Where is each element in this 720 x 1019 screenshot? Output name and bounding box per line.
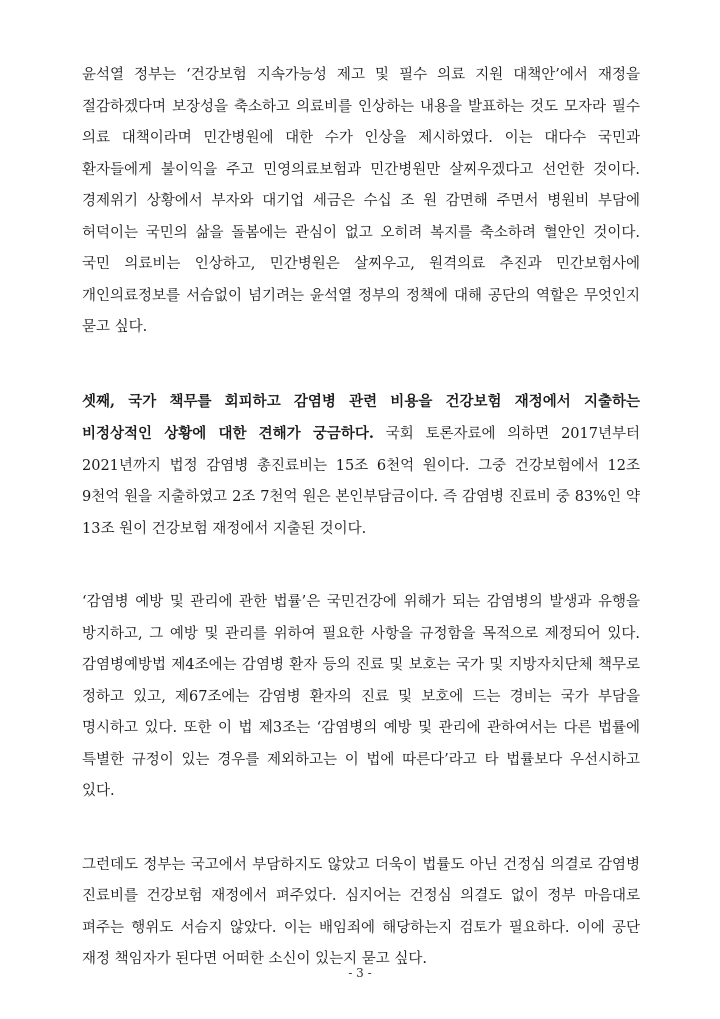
paragraph-4-text: 그런데도 정부는 국고에서 부담하지도 않았고 더욱이 법률도 아닌 건정심 의결로 감염병 진료비를 건강보험 재정에서 펴주었다. 심지어는 건정심 의결도 없이 정부 마음대로 펴주는 행위도 서슴지 않았다. 이는 배임죄에 해당하는지 검토가 필요하다. 이에 공단 재정 책임자가 된다면 어떠한 소신이 있는지 묻고 싶다.	[82, 856, 640, 967]
paragraph-2-heading: 셋째, 국가 책무를 회피하고 감염병 관련 비용을 건강보험 재정에서 지출하는 비정상적인 상황에 대한 견해가 궁금하다.	[82, 392, 640, 442]
paragraph-2	[82, 386, 640, 546]
paragraph-3-text: ‘감염병 예방 및 관리에 관한 법률’은 국민건강에 위해가 되는 감염병의 발생과 유행을 방지하고, 그 예방 및 관리를 위하여 필요한 사항을 규정함을 목적으로 제정되어 있다. 감염병예방법 제4조에는 감염병 환자 등의 진료 및 보호는 국가 및 지방자치단체 책무로 정하고 있고, 제67조에는 감염병 환자의 진료 및 보호에 드는 경비는 국가 부담을 명시하고 있다. 또한 이 법 제3조는 ‘감염병의 예방 및 관리에 관하여서는 다른 법률에 특별한 규정이 있는 경우를 제외하고는 이 법에 따른다’라고 타 법률보다 우선시하고 있다.	[82, 594, 640, 799]
paragraph-4	[82, 850, 640, 976]
document-body	[82, 60, 640, 976]
paragraph-1	[82, 60, 640, 344]
paragraph-2-text: 국회 토론자료에 의하면 2017년부터 2021년까지 법정 감염병 총진료비는 15조 6천억 원이다. 그중 건강보험에서 12조 9천억 원을 지출하였고 2조 7천억 원은 본인부담금이다. 즉 감염병 진료비 중 83%인 약 13조 원이 건강보험 재정에서 지출된 것이다.	[82, 426, 640, 537]
paragraph-3	[82, 587, 640, 808]
page-number: - 3 -	[348, 966, 372, 980]
paragraph-1-text: 윤석열 정부는 ‘건강보험 지속가능성 제고 및 필수 의료 지원 대책안’에서 재정을 절감하겠다며 보장성을 축소하고 의료비를 인상하는 내용을 발표하는 것도 모자라 필수 의료 대책이라며 민간병원에 대한 수가 인상을 제시하였다. 이는 대다수 국민과 환자들에게 불이익을 주고 민영의료보험과 민간병원만 살찌우겠다고 선언한 것이다. 경제위기 상황에서 부자와 대기업 세금은 수십 조 원 감면해 주면서 병원비 부담에 허덕이는 국민의 삶을 돌봄에는 관심이 없고 오히려 복지를 축소하려 혈안인 것이다. 국민 의료비는 인상하고, 민간병원은 살찌우고, 원격의료 추진과 민간보험사에 개인의료정보를 서슴없이 넘기려는 윤석열 정부의 정책에 대해 공단의 역할은 무엇인지 묻고 싶다.	[82, 67, 640, 335]
